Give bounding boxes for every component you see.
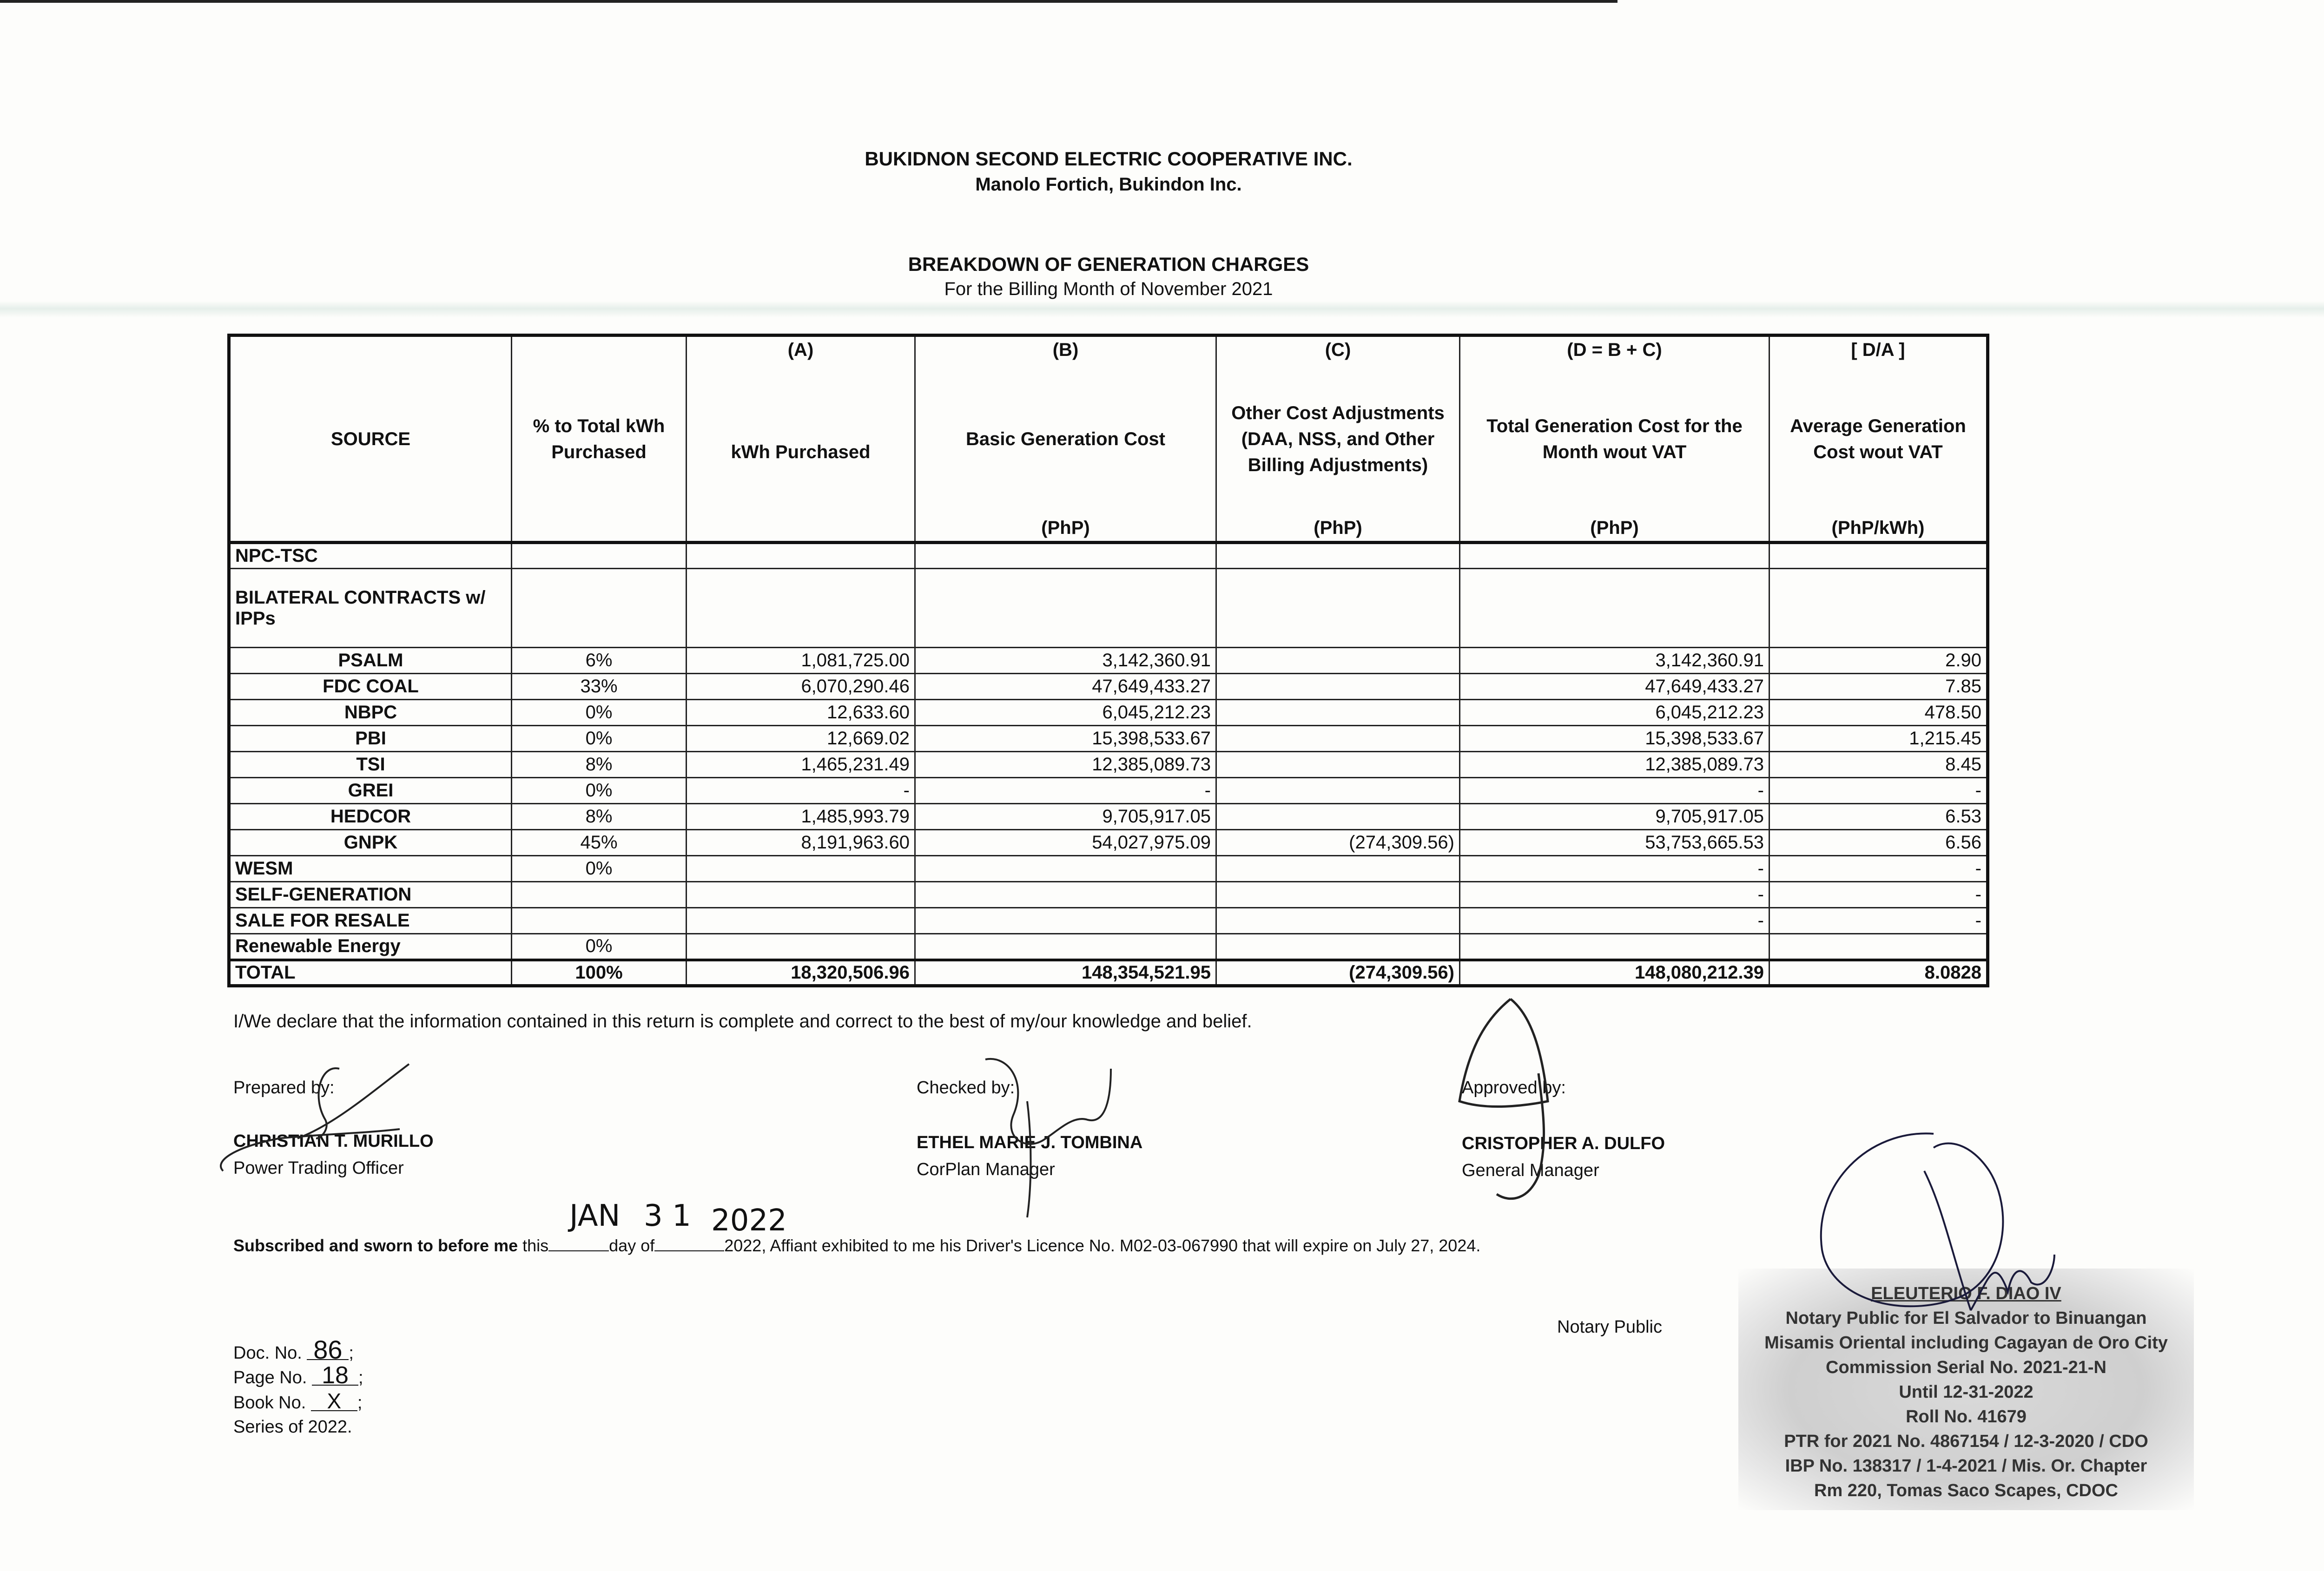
- checked-name: ETHEL MARIE J. TOMBINA: [917, 1133, 1143, 1152]
- report-period: For the Billing Month of November 2021: [944, 279, 1273, 299]
- table-row: [229, 674, 1988, 700]
- table-row: [229, 934, 1988, 960]
- cell-basic: 54,027,975.09: [915, 830, 1216, 856]
- cell-avg: 6.56: [1769, 830, 1988, 856]
- col-title: % to Total kWh Purchased: [512, 400, 687, 478]
- cell-avg: 8.0828: [1769, 960, 1988, 986]
- col-code: (B): [915, 335, 1216, 400]
- approved-label: Approved by:: [1462, 1078, 1566, 1098]
- cell-other: [1216, 908, 1460, 934]
- table-row: [229, 778, 1988, 804]
- total-row: [229, 960, 1988, 986]
- cell-pct: 45%: [512, 830, 687, 856]
- page-no-value: 18: [312, 1366, 358, 1386]
- jurat-day-of: day of: [609, 1236, 655, 1255]
- stamp-line: Rm 220, Tomas Saco Scapes, CDOC: [1814, 1481, 2118, 1500]
- cell-avg: 8.45: [1769, 752, 1988, 778]
- cell-avg: [1769, 569, 1988, 648]
- cell-kwh: 8,191,963.60: [687, 830, 915, 856]
- col-unit: [229, 478, 512, 543]
- cell-avg: 7.85: [1769, 674, 1988, 700]
- notary-signature: [1794, 1115, 2175, 1348]
- cell-kwh: 6,070,290.46: [687, 674, 915, 700]
- table-row: [229, 752, 1988, 778]
- col-code: [229, 335, 512, 400]
- table-row: [229, 569, 1988, 648]
- cell-source: HEDCOR: [229, 804, 512, 830]
- cell-total: -: [1460, 882, 1769, 908]
- cell-kwh: [687, 934, 915, 960]
- cell-source: FDC COAL: [229, 674, 512, 700]
- cell-other: [1216, 569, 1460, 648]
- cell-pct: 8%: [512, 804, 687, 830]
- cell-avg: 2.90: [1769, 648, 1988, 674]
- cell-basic: 12,385,089.73: [915, 752, 1216, 778]
- cell-total: [1460, 569, 1769, 648]
- cell-pct: 0%: [512, 726, 687, 752]
- cell-source: NBPC: [229, 700, 512, 726]
- cell-other: [1216, 752, 1460, 778]
- cell-basic: [915, 856, 1216, 882]
- cell-pct: 100%: [512, 960, 687, 986]
- table-row: [229, 882, 1988, 908]
- cell-basic: [915, 882, 1216, 908]
- cell-total: 12,385,089.73: [1460, 752, 1769, 778]
- generation-charges-table: [227, 334, 1989, 987]
- cell-pct: 33%: [512, 674, 687, 700]
- book-no: Book No. X ;: [233, 1389, 363, 1413]
- cell-avg: 478.50: [1769, 700, 1988, 726]
- cell-other: [1216, 778, 1460, 804]
- cell-total: 47,649,433.27: [1460, 674, 1769, 700]
- doc-no-value: 86: [307, 1341, 349, 1360]
- cell-pct: [512, 543, 687, 569]
- col-unit: [512, 478, 687, 543]
- cell-total: 3,142,360.91: [1460, 648, 1769, 674]
- cell-pct: 0%: [512, 700, 687, 726]
- col-title: Other Cost Adjustments (DAA, NSS, and Other Billing Adjustments): [1216, 400, 1460, 478]
- cell-source: TOTAL: [229, 960, 512, 986]
- scan-artifact-band: [0, 301, 2324, 318]
- cell-avg: -: [1769, 882, 1988, 908]
- org-address: Manolo Fortich, Bukindon Inc.: [975, 174, 1242, 195]
- header-codes-row: [229, 335, 1988, 400]
- col-title: Basic Generation Cost: [915, 400, 1216, 478]
- table-row: [229, 856, 1988, 882]
- stamp-line: Notary Public for El Salvador to Binuangan: [1785, 1308, 2147, 1328]
- table-row: [229, 804, 1988, 830]
- header-titles-row: [229, 400, 1988, 478]
- doc-no: Doc. No. 86 ;: [233, 1335, 354, 1364]
- cell-source: TSI: [229, 752, 512, 778]
- cell-source: Renewable Energy: [229, 934, 512, 960]
- cell-avg: [1769, 934, 1988, 960]
- col-code: (C): [1216, 335, 1460, 400]
- checked-label: Checked by:: [917, 1078, 1015, 1098]
- stamp-line: Until 12-31-2022: [1899, 1382, 2034, 1402]
- stamp-line: PTR for 2021 No. 4867154 / 12-3-2020 / CDO: [1784, 1432, 2148, 1451]
- cell-avg: 6.53: [1769, 804, 1988, 830]
- cell-pct: [512, 908, 687, 934]
- org-name: BUKIDNON SECOND ELECTRIC COOPERATIVE INC.: [865, 148, 1353, 170]
- cell-kwh: 1,465,231.49: [687, 752, 915, 778]
- col-title: Average Generation Cost wout VAT: [1769, 400, 1988, 478]
- handwritten-month: JAN: [569, 1199, 621, 1233]
- cell-basic: 3,142,360.91: [915, 648, 1216, 674]
- checked-signature: [957, 1045, 1153, 1222]
- table-row: [229, 648, 1988, 674]
- cell-kwh: 18,320,506.96: [687, 960, 915, 986]
- col-title: kWh Purchased: [687, 400, 915, 478]
- cell-other: (274,309.56): [1216, 960, 1460, 986]
- cell-pct: 0%: [512, 934, 687, 960]
- col-code: (A): [687, 335, 915, 400]
- cell-other: (274,309.56): [1216, 830, 1460, 856]
- cell-other: [1216, 543, 1460, 569]
- cell-source: GNPK: [229, 830, 512, 856]
- cell-total: [1460, 934, 1769, 960]
- cell-basic: 6,045,212.23: [915, 700, 1216, 726]
- col-unit: (PhP): [1460, 478, 1769, 543]
- cell-kwh: [687, 569, 915, 648]
- cell-other: [1216, 726, 1460, 752]
- cell-other: [1216, 648, 1460, 674]
- col-title: Total Generation Cost for the Month wout VAT: [1460, 400, 1769, 478]
- cell-total: 6,045,212.23: [1460, 700, 1769, 726]
- cell-kwh: -: [687, 778, 915, 804]
- stamp-line: Commission Serial No. 2021-21-N: [1826, 1358, 2106, 1377]
- cell-avg: -: [1769, 908, 1988, 934]
- cell-source: BILATERAL CONTRACTS w/ IPPs: [229, 569, 512, 648]
- stamp-line: Misamis Oriental including Cagayan de Oro City: [1764, 1333, 2168, 1353]
- cell-source: NPC-TSC: [229, 543, 512, 569]
- cell-other: [1216, 856, 1460, 882]
- cell-kwh: [687, 543, 915, 569]
- cell-avg: 1,215.45: [1769, 726, 1988, 752]
- col-title: SOURCE: [229, 400, 512, 478]
- cell-basic: [915, 569, 1216, 648]
- table-row: [229, 908, 1988, 934]
- report-title: BREAKDOWN OF GENERATION CHARGES: [908, 253, 1309, 275]
- table-row: [229, 543, 1988, 569]
- col-code: [ D/A ]: [1769, 335, 1988, 400]
- col-code: [512, 335, 687, 400]
- jurat-line: [233, 1236, 1480, 1255]
- prepared-signature: [205, 1055, 446, 1185]
- scan-top-edge: [0, 0, 1618, 3]
- col-unit: [687, 478, 915, 543]
- book-no-value: X: [311, 1392, 357, 1411]
- page-no-label: Page No.: [233, 1368, 307, 1387]
- cell-basic: [915, 908, 1216, 934]
- stamp-line: Roll No. 41679: [1906, 1407, 2027, 1426]
- cell-pct: [512, 882, 687, 908]
- cell-avg: -: [1769, 778, 1988, 804]
- cell-total: 148,080,212.39: [1460, 960, 1769, 986]
- cell-source: GREI: [229, 778, 512, 804]
- header-units-row: [229, 478, 1988, 543]
- cell-kwh: 1,485,993.79: [687, 804, 915, 830]
- cell-avg: [1769, 543, 1988, 569]
- series: Series of 2022.: [233, 1417, 352, 1437]
- cell-other: [1216, 700, 1460, 726]
- cell-pct: [512, 569, 687, 648]
- cell-kwh: [687, 908, 915, 934]
- table-row: [229, 700, 1988, 726]
- approved-name: CRISTOPHER A. DULFO: [1462, 1134, 1665, 1153]
- jurat-this: this: [522, 1236, 549, 1255]
- prepared-title: Power Trading Officer: [233, 1158, 404, 1178]
- cell-kwh: 12,669.02: [687, 726, 915, 752]
- cell-source: PBI: [229, 726, 512, 752]
- jurat-suffix: 2022, Affiant exhibited to me his Driver's Licence No. M02-03-067990 that will expire on July 27, 2024.: [724, 1236, 1481, 1255]
- cell-basic: 9,705,917.05: [915, 804, 1216, 830]
- cell-source: SALE FOR RESALE: [229, 908, 512, 934]
- cell-kwh: 1,081,725.00: [687, 648, 915, 674]
- cell-kwh: [687, 882, 915, 908]
- col-unit: (PhP): [915, 478, 1216, 543]
- cell-source: PSALM: [229, 648, 512, 674]
- cell-basic: [915, 543, 1216, 569]
- cell-basic: 148,354,521.95: [915, 960, 1216, 986]
- approved-signature: [1441, 990, 1590, 1222]
- cell-basic: 47,649,433.27: [915, 674, 1216, 700]
- cell-basic: 15,398,533.67: [915, 726, 1216, 752]
- approved-title: General Manager: [1462, 1161, 1599, 1180]
- cell-other: [1216, 934, 1460, 960]
- prepared-label: Prepared by:: [233, 1078, 335, 1098]
- cell-total: 53,753,665.53: [1460, 830, 1769, 856]
- cell-avg: -: [1769, 856, 1988, 882]
- cell-pct: 0%: [512, 778, 687, 804]
- prepared-name: CHRISTIAN T. MURILLO: [233, 1131, 434, 1151]
- col-unit: (PhP): [1216, 478, 1460, 543]
- table-row: [229, 830, 1988, 856]
- page-no: Page No. 18 ;: [233, 1362, 363, 1389]
- cell-other: [1216, 674, 1460, 700]
- cell-pct: 0%: [512, 856, 687, 882]
- doc-no-label: Doc. No.: [233, 1343, 302, 1363]
- stamp-line: ELEUTERIO F. DIAO IV: [1871, 1284, 2061, 1303]
- cell-basic: -: [915, 778, 1216, 804]
- stamp-line: IBP No. 138317 / 1-4-2021 / Mis. Or. Chapter: [1785, 1456, 2147, 1476]
- cell-pct: 8%: [512, 752, 687, 778]
- table-row: [229, 726, 1988, 752]
- handwritten-year: 2022: [711, 1203, 787, 1238]
- declaration-text: I/We declare that the information contained in this return is complete and correct to the best of my/our knowledge and belief.: [233, 1011, 1252, 1032]
- cell-other: [1216, 804, 1460, 830]
- cell-pct: 6%: [512, 648, 687, 674]
- handwritten-day: 3 1: [644, 1199, 691, 1233]
- col-code: (D = B + C): [1460, 335, 1769, 400]
- checked-title: CorPlan Manager: [917, 1160, 1055, 1179]
- cell-source: WESM: [229, 856, 512, 882]
- cell-total: 9,705,917.05: [1460, 804, 1769, 830]
- cell-kwh: [687, 856, 915, 882]
- cell-total: -: [1460, 856, 1769, 882]
- jurat-prefix: Subscribed and sworn to before me: [233, 1236, 518, 1255]
- cell-other: [1216, 882, 1460, 908]
- cell-kwh: 12,633.60: [687, 700, 915, 726]
- book-no-label: Book No.: [233, 1393, 306, 1413]
- cell-source: SELF-GENERATION: [229, 882, 512, 908]
- cell-basic: [915, 934, 1216, 960]
- cell-total: [1460, 543, 1769, 569]
- notary-public-label: Notary Public: [1557, 1317, 1662, 1337]
- cell-total: -: [1460, 778, 1769, 804]
- col-unit: (PhP/kWh): [1769, 478, 1988, 543]
- cell-total: -: [1460, 908, 1769, 934]
- cell-total: 15,398,533.67: [1460, 726, 1769, 752]
